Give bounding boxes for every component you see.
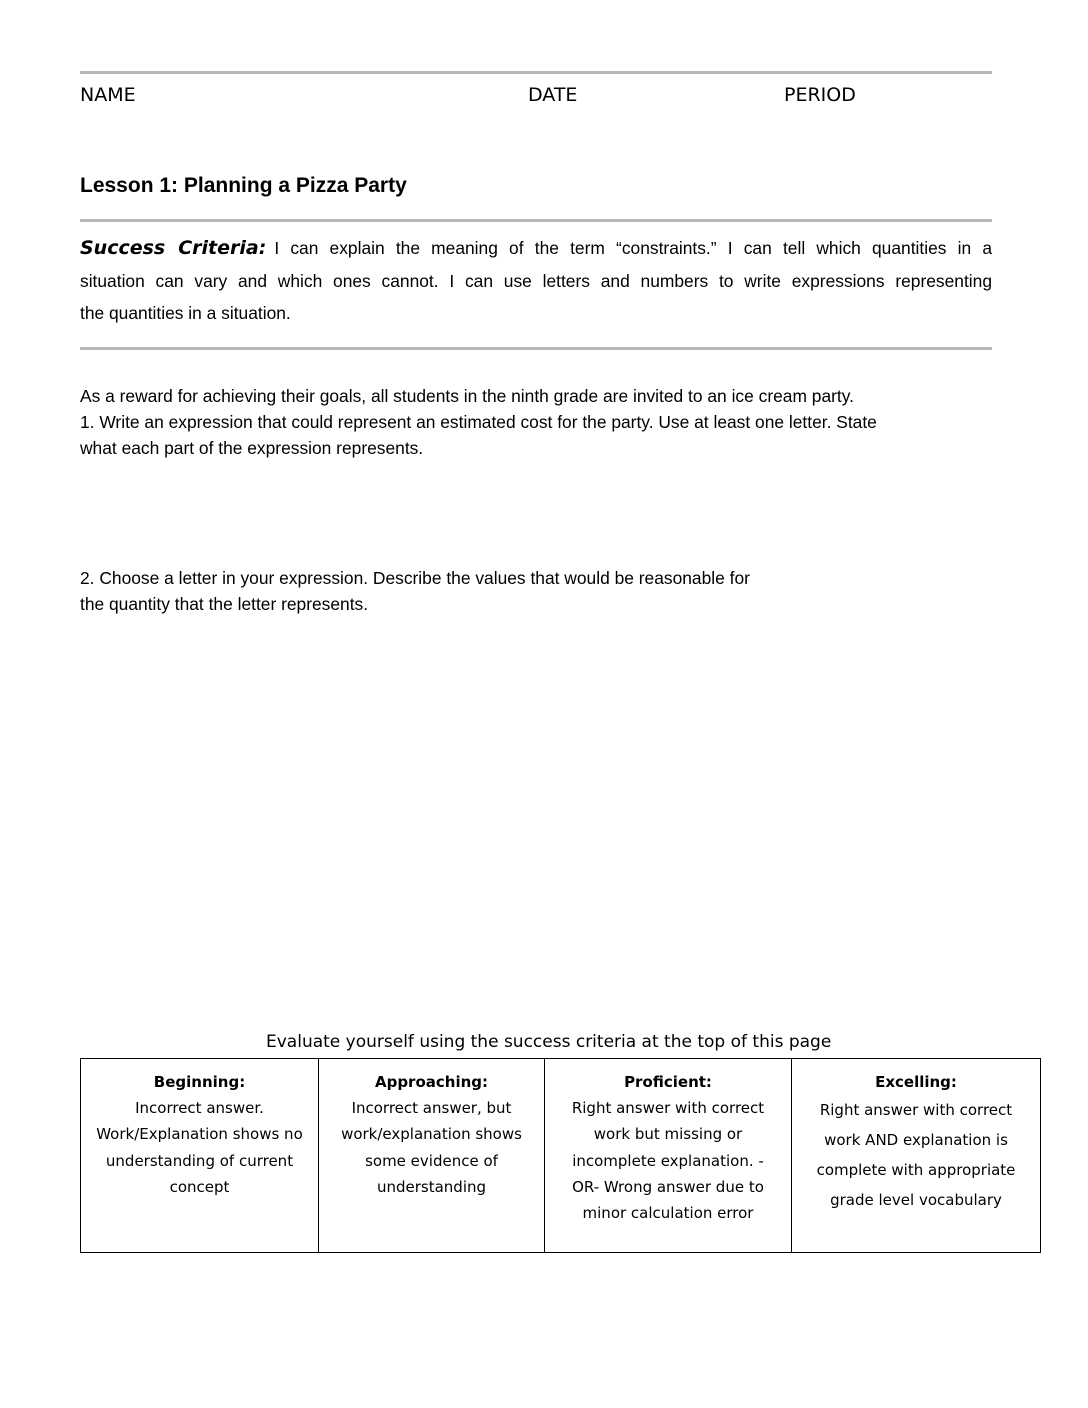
question-2-line-1: 2. Choose a letter in your expression. Describe the values that would be reasonable for (80, 568, 750, 588)
student-info-row (80, 84, 992, 112)
self-evaluation-rubric (80, 1058, 1041, 1253)
name-label: NAME (80, 84, 136, 106)
rubric-row (81, 1059, 1041, 1253)
success-criteria-label: Success Criteria: (80, 237, 267, 259)
success-criteria (80, 232, 992, 328)
level-title-proficient: Proficient: (624, 1073, 712, 1091)
level-description-approaching: Incorrect answer, but work/explanation shows some evidence of understanding (341, 1099, 522, 1196)
question-2 (80, 565, 860, 617)
title-rule (80, 219, 992, 222)
success-criteria-line-1 (80, 232, 992, 265)
success-criteria-text-1: I can explain the meaning of the term “constraints.” I can tell which quantities in a (274, 238, 993, 258)
question-2-line-2: the quantity that the letter represents. (80, 594, 369, 614)
level-description-excelling: Right answer with correct work AND explanation is complete with appropriate grade level vocabulary (816, 1101, 1016, 1209)
question-1-line-1: 1. Write an expression that could represent an estimated cost for the party. Use at least one letter. State (80, 412, 877, 432)
period-label: PERIOD (784, 84, 856, 106)
level-description-proficient: Right answer with correct work but missing or incomplete explanation. -OR- Wrong answer due to minor calculation error (571, 1099, 765, 1223)
lesson-title: Lesson 1: Planning a Pizza Party (80, 174, 407, 197)
problem-intro (80, 383, 1010, 461)
rubric-cell-excelling (792, 1059, 1041, 1253)
rubric-cell-approaching (319, 1059, 545, 1253)
top-rule (80, 71, 992, 74)
level-title-beginning: Beginning: (153, 1073, 246, 1091)
rubric-cell-beginning (81, 1059, 319, 1253)
level-title-approaching: Approaching: (374, 1073, 489, 1091)
date-label: DATE (528, 84, 578, 106)
intro-text: As a reward for achieving their goals, all students in the ninth grade are invited to an ice cream party. (80, 386, 854, 406)
question-1-line-2: what each part of the expression represents. (80, 438, 424, 458)
criteria-rule (80, 347, 992, 350)
level-title-excelling: Excelling: (875, 1073, 957, 1091)
level-description-beginning: Incorrect answer. Work/Explanation shows no understanding of current concept (96, 1099, 303, 1196)
success-criteria-text-3: the quantities in a situation. (80, 303, 291, 323)
success-criteria-line-3 (80, 298, 992, 328)
success-criteria-line-2 (80, 265, 992, 298)
rubric-cell-proficient (545, 1059, 792, 1253)
evaluation-caption: Evaluate yourself using the success criteria at the top of this page (266, 1032, 832, 1052)
success-criteria-text-2: situation can vary and which ones cannot. I can use letters and numbers to write expressions representing (80, 271, 992, 291)
